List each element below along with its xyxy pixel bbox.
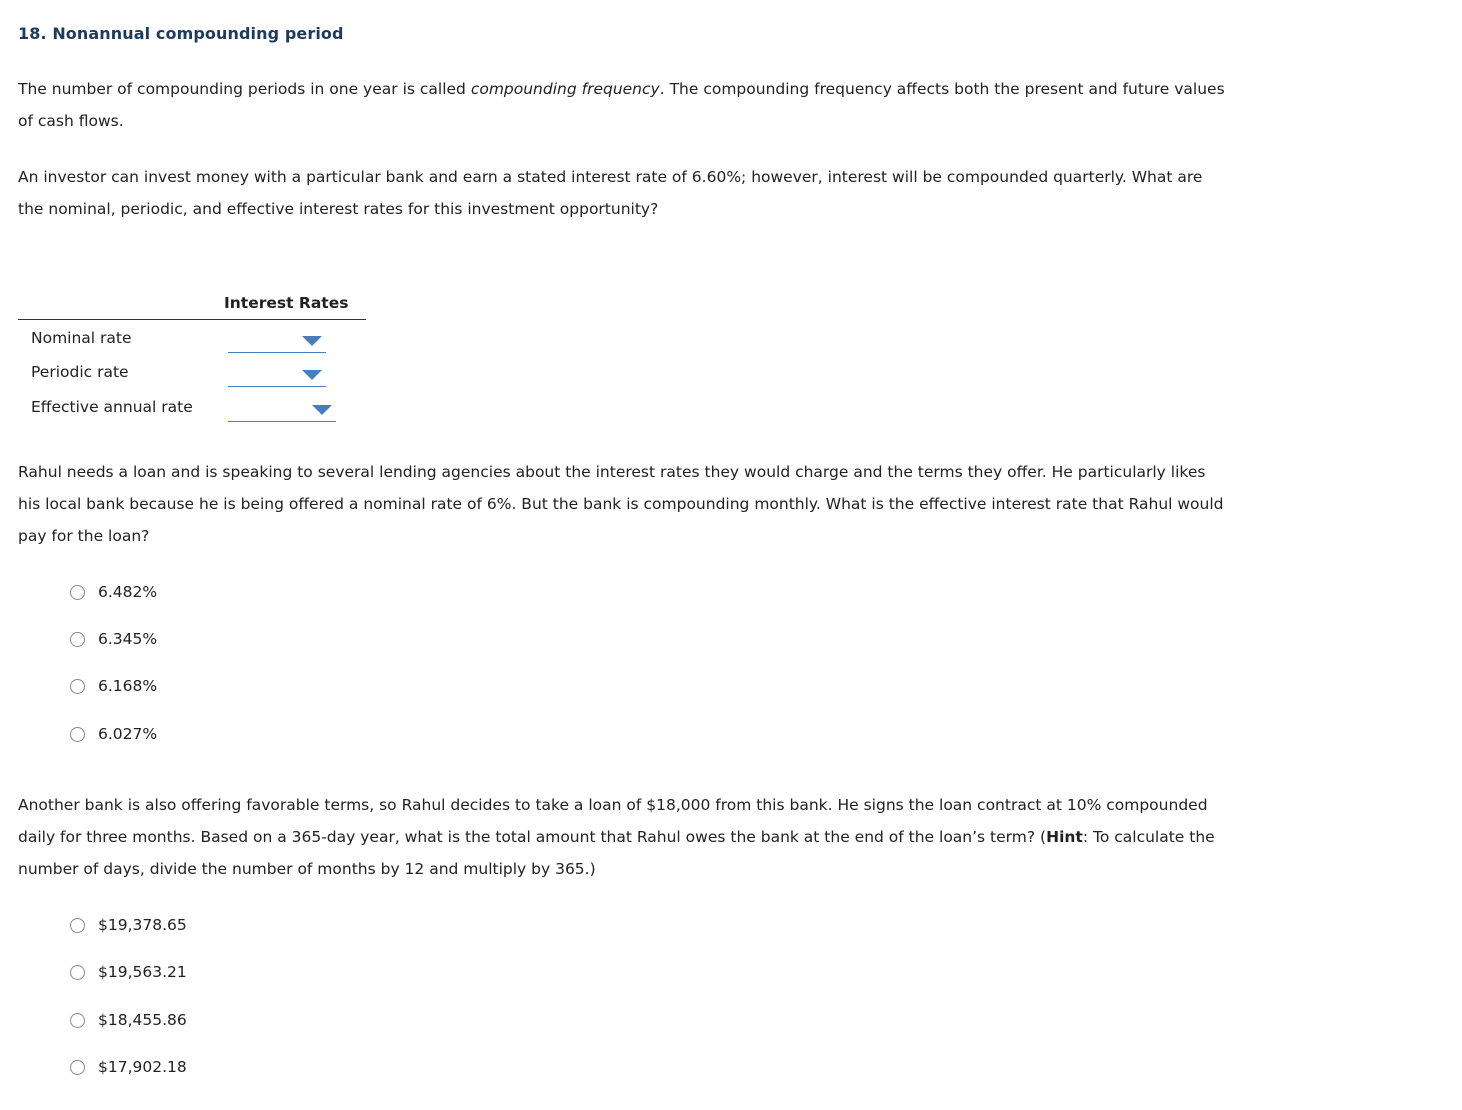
chevron-down-icon [302,336,322,346]
q2-option-label: 6.482% [98,583,158,601]
rate-label-effective: Effective annual rate [31,398,193,416]
q2-option[interactable] [70,722,157,746]
intro-paragraph [18,73,1228,137]
question-title: 18. Nonannual compounding period [18,24,344,43]
radio-button[interactable] [70,585,85,600]
radio-button[interactable] [70,727,85,742]
rate-row-effective [18,392,366,422]
q3-option[interactable] [70,1008,187,1032]
radio-button[interactable] [70,965,85,980]
q2-option-label: 6.027% [98,725,158,743]
radio-button[interactable] [70,1013,85,1028]
rate-row-nominal [18,323,366,353]
q3-option[interactable] [70,960,187,984]
q3-option-label: $19,378.65 [98,916,187,934]
hint-open: ( [1040,828,1047,846]
rate-label-nominal: Nominal rate [31,329,132,347]
interest-rates-header: Interest Rates [224,294,349,312]
intro-text-after: . The compounding frequency affects both the present and future values of cash flows. [18,80,1225,130]
q2-prompt: Rahul needs a loan and is speaking to several lending agencies about the interest rates they would charge and the terms they offer. He particularly likes his local bank because he is being offered a nominal rate of 6%. But the bank is compounding monthly. What is the effective interest rate that Rahul would pay for the loan? [18,463,1224,545]
radio-button[interactable] [70,679,85,694]
q3-option[interactable] [70,1055,187,1079]
chevron-down-icon [312,405,332,415]
radio-button[interactable] [70,1060,85,1075]
nominal-rate-dropdown[interactable] [228,330,326,353]
rate-label-periodic: Periodic rate [31,363,129,381]
q2-option[interactable] [70,580,157,604]
intro-term: compounding frequency [470,80,660,98]
hint-text: : To calculate the number of days, divide the number of months by 12 and multiply by 365.) [18,828,1215,878]
q2-option[interactable] [70,627,157,651]
table-header-rule [18,319,366,320]
periodic-rate-dropdown[interactable] [228,364,326,387]
hint-label: Hint [1046,828,1083,846]
q3-option[interactable] [70,913,187,937]
q2-option-label: 6.168% [98,677,158,695]
q1-prompt: An investor can invest money with a particular bank and earn a stated interest rate of 6.60%; however, interest will be compounded quarterly. What are the nominal, periodic, and effective interest rates for this investment opportunity? [18,168,1203,218]
q3-prompt [18,789,1228,885]
chevron-down-icon [302,370,322,380]
q3-option-label: $17,902.18 [98,1058,187,1076]
radio-button[interactable] [70,632,85,647]
radio-button[interactable] [70,918,85,933]
q3-option-label: $19,563.21 [98,963,187,981]
rate-row-periodic [18,357,366,387]
q2-option[interactable] [70,674,157,698]
q3-text: Another bank is also offering favorable terms, so Rahul decides to take a loan of $18,000 from this bank. He signs the loan contract at 10% compounded daily for three months. Based on a 365-day year, what is the total amount that Rahul owes the bank at the end of the loan’s term? [18,796,1208,846]
q2-option-label: 6.345% [98,630,158,648]
effective-rate-dropdown[interactable] [228,399,336,422]
q3-option-label: $18,455.86 [98,1011,187,1029]
intro-text-before: The number of compounding periods in one year is called [18,80,471,98]
